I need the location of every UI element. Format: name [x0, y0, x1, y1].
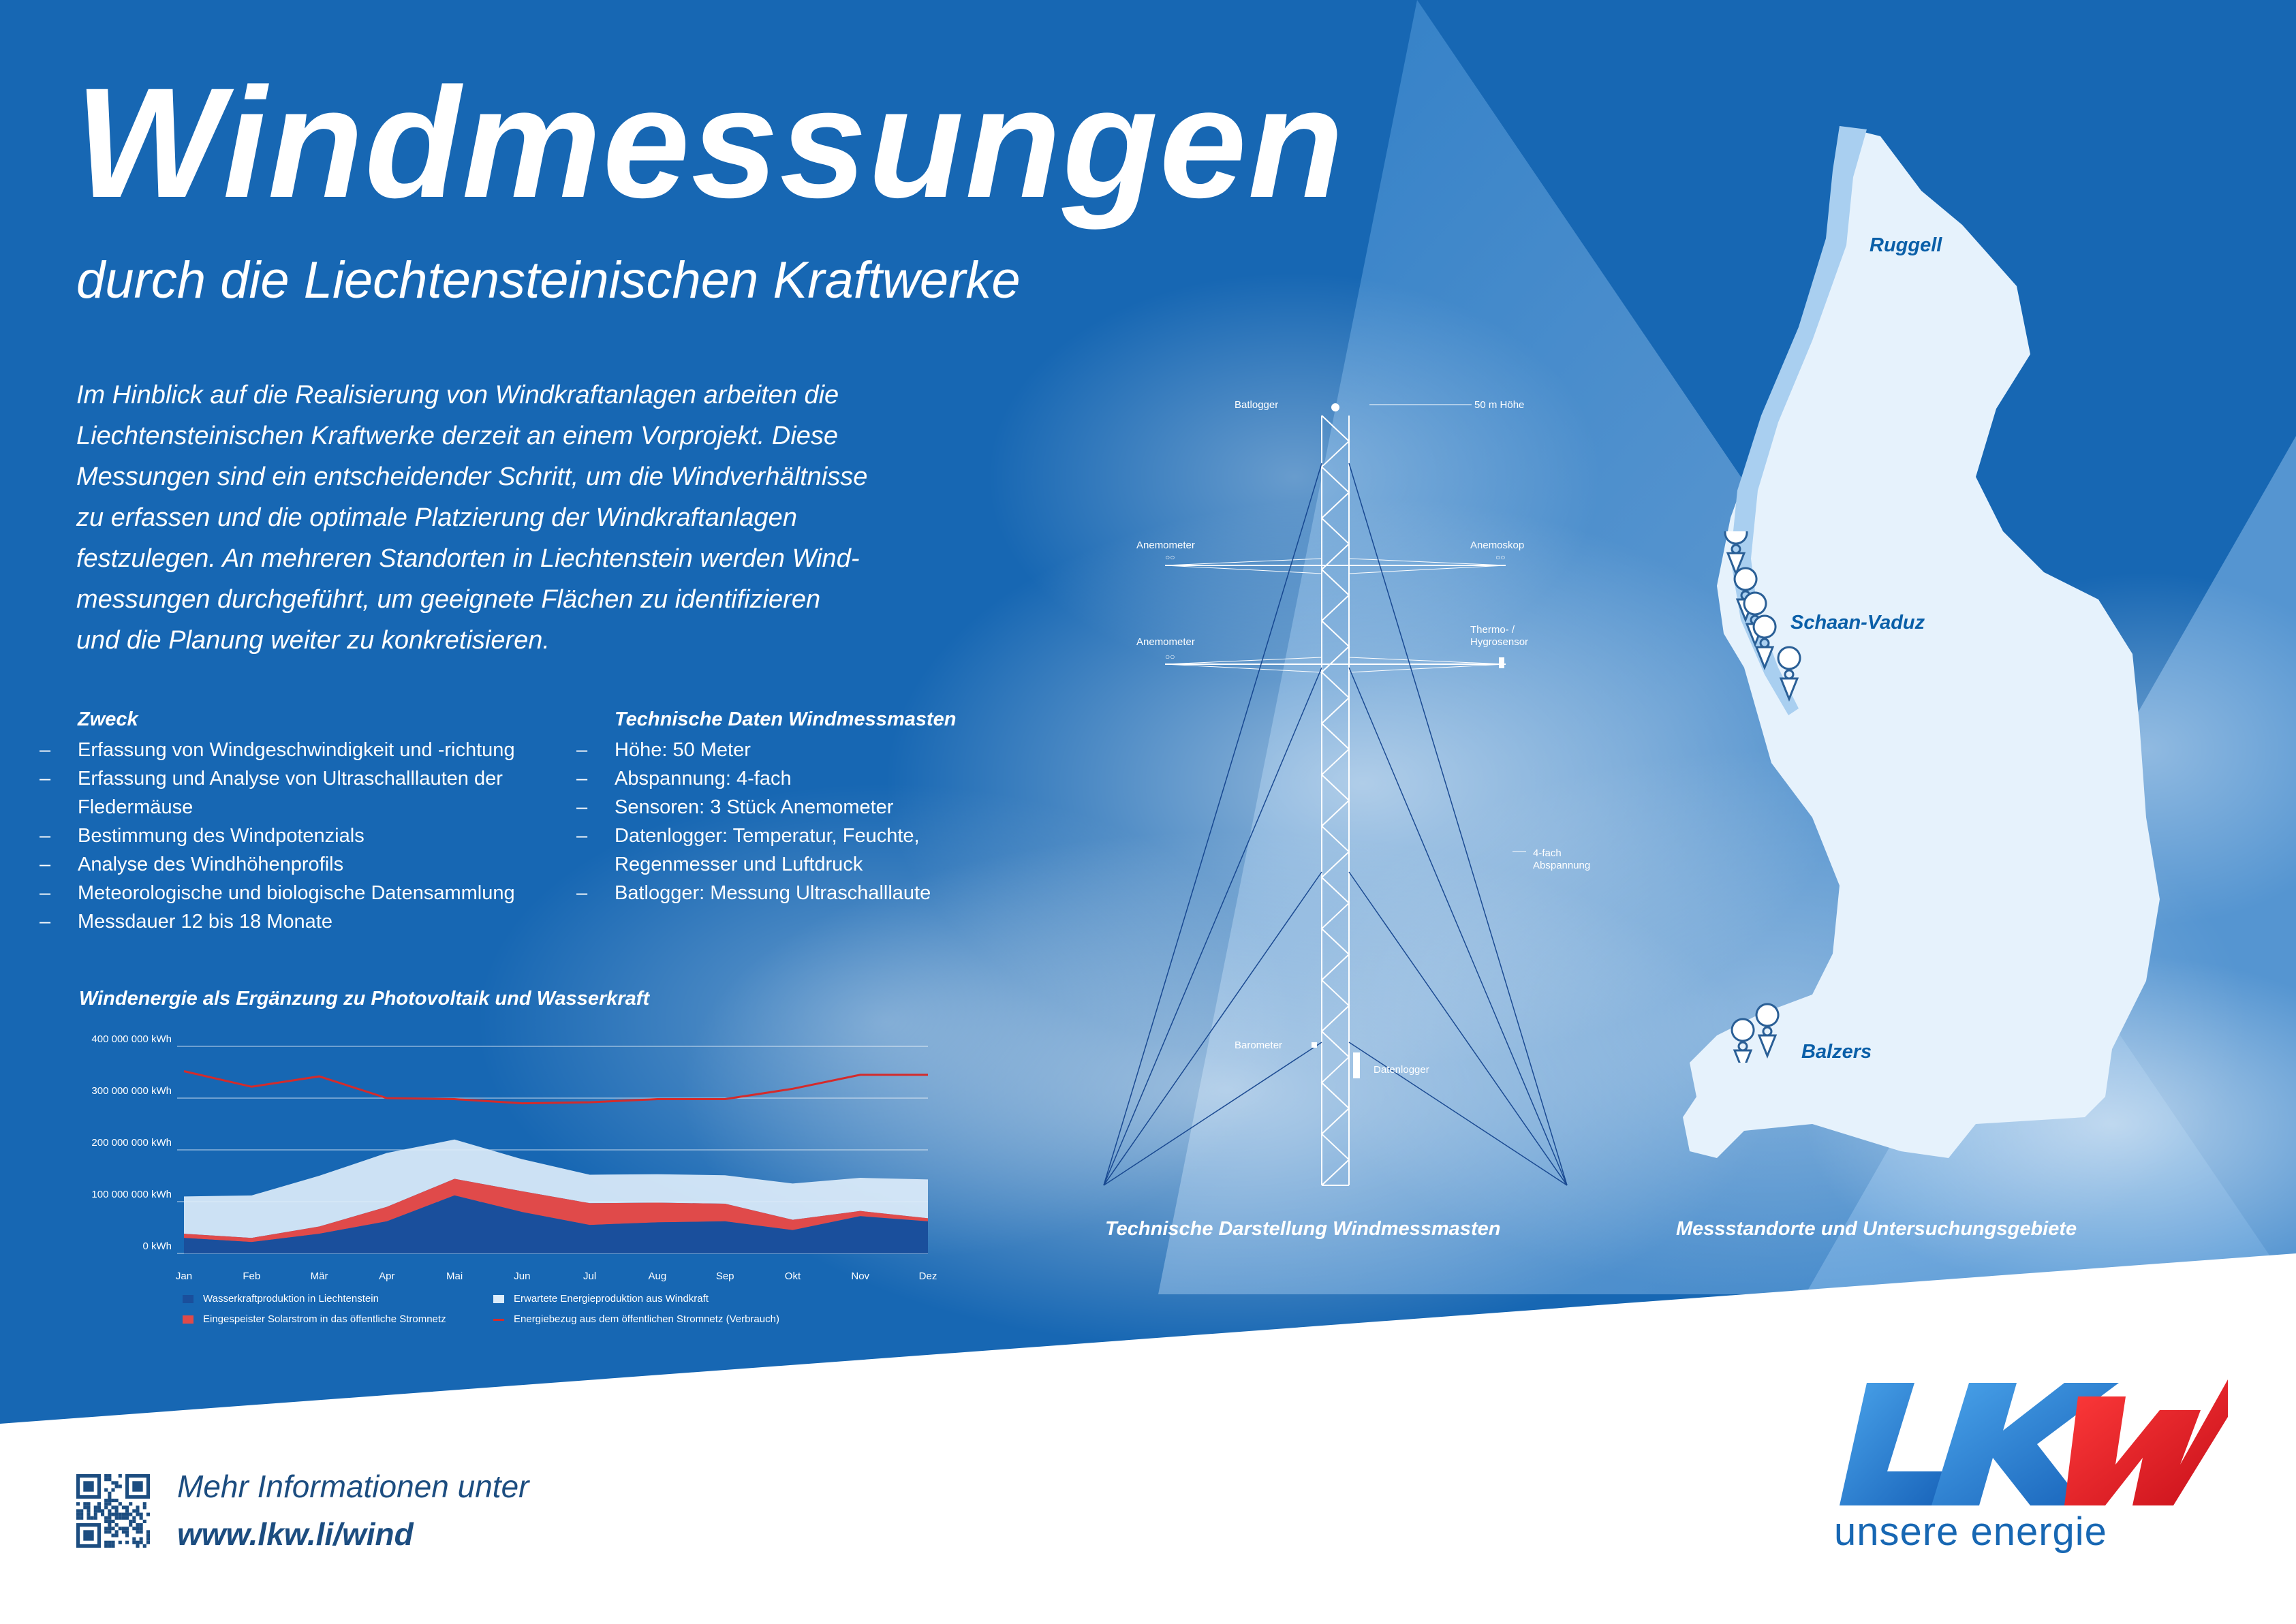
thermo-sensor-icon: [1499, 657, 1504, 668]
list-item: – Messdauer 12 bis 18 Monate: [57, 907, 515, 936]
mast-lattice: [1322, 416, 1349, 1185]
legend-item-verbrauch: Energiebezug aus dem öffentlichen Stromnetz (Verbrauch): [493, 1313, 779, 1325]
label-anemometer-top: Anemometer: [1136, 540, 1195, 551]
x-tick-label: Feb: [243, 1270, 261, 1282]
legend-swatch: [493, 1295, 504, 1303]
x-tick-label: Apr: [379, 1270, 395, 1282]
mast-caption: Technische Darstellung Windmessmasten: [1105, 1218, 1501, 1240]
map-pins: [1703, 531, 1840, 1063]
barometer-icon: [1312, 1042, 1317, 1048]
list-item: – Höhe: 50 Meter: [594, 736, 931, 764]
list-item: – Batlogger: Messung Ultraschalllaute: [594, 879, 931, 907]
map-label-balzers: Balzers: [1801, 1041, 1872, 1063]
list-item: – Meteorologische und biologische Datensammlung: [57, 879, 515, 907]
x-tick-label: Jun: [514, 1270, 531, 1282]
logo-lettering: LKW: [1840, 1376, 1842, 1377]
intro-line: und die Planung weiter zu konkretisieren.: [76, 626, 550, 655]
y-tick-label: 300 000 000 kWh: [91, 1085, 172, 1097]
legend-swatch: [183, 1295, 193, 1303]
legend-item-solar: Eingespeister Solarstrom in das öffentliche Stromnetz: [183, 1313, 446, 1325]
list-item: – Sensoren: 3 Stück Anemometer: [594, 793, 931, 822]
legend-item-wind: Erwartete Energieproduktion aus Windkraft: [493, 1293, 709, 1305]
intro-line: Messungen sind ein entscheidender Schritt, um die Windverhältnisse: [76, 463, 868, 491]
label-thermo: Thermo- / Hygrosensor: [1470, 624, 1529, 648]
qr-code-icon[interactable]: [76, 1474, 150, 1548]
y-tick-label: 400 000 000 kWh: [91, 1033, 172, 1045]
label-anemometer-mid: Anemometer: [1136, 636, 1195, 648]
x-tick-label: Okt: [784, 1270, 801, 1282]
batlogger-icon: [1332, 404, 1339, 411]
label-abspannung: 4-fach Abspannung: [1533, 847, 1591, 871]
y-tick-label: 100 000 000 kWh: [91, 1189, 172, 1200]
logo-tagline: unsere energie: [1834, 1510, 2107, 1554]
x-tick-label: Mär: [310, 1270, 328, 1282]
y-tick-label: 0 kWh: [142, 1240, 172, 1252]
anemoskop-icon: ○○: [1495, 552, 1506, 562]
label-datenlogger: Datenlogger: [1374, 1064, 1429, 1076]
chart-title: Windenergie als Ergänzung zu Photovoltaik und Wasserkraft: [79, 988, 650, 1010]
x-tick-label: Mai: [446, 1270, 463, 1282]
x-tick-label: Nov: [851, 1270, 870, 1282]
info-link[interactable]: www.lkw.li/wind: [177, 1516, 414, 1552]
intro-line: Im Hinblick auf die Realisierung von Windkraftanlagen arbeiten die: [76, 381, 839, 409]
x-tick-label: Jan: [175, 1270, 193, 1282]
label-anemoskop: Anemoskop: [1470, 540, 1525, 551]
zweck-heading: Zweck: [78, 708, 138, 730]
list-item: – Erfassung und Analyse von Ultraschalllauten der: [57, 764, 515, 793]
location-pin-icon: [1756, 1004, 1778, 1056]
intro-line: Liechtensteinischen Kraftwerke derzeit an einem Vorprojekt. Diese: [76, 422, 839, 450]
legend-item-wasserkraft: Wasserkraftproduktion in Liechtenstein: [183, 1293, 379, 1305]
list-item: Fledermäuse: [78, 796, 193, 818]
label-batlogger: Batlogger: [1235, 399, 1279, 411]
map-label-ruggell: Ruggell: [1870, 234, 1942, 256]
location-pin-icon: [1778, 647, 1800, 699]
list-item: – Datenlogger: Temperatur, Feuchte,: [594, 822, 931, 850]
technik-heading: Technische Daten Windmessmasten: [615, 708, 957, 730]
anemometer-icon: ○○: [1165, 552, 1175, 562]
list-item: – Bestimmung des Windpotenzials: [57, 822, 515, 850]
info-text: Mehr Informationen unter: [177, 1469, 529, 1504]
x-tick-label: Aug: [648, 1270, 667, 1282]
map-label-schaan-vaduz: Schaan-Vaduz: [1790, 612, 1925, 634]
x-tick-label: Jul: [583, 1270, 597, 1282]
x-tick-label: Dez: [918, 1270, 937, 1282]
list-item: – Erfassung von Windgeschwindigkeit und -richtung: [57, 736, 515, 764]
intro-line: zu erfassen und die optimale Platzierung der Windkraftanlagen: [76, 503, 797, 532]
intro-line: messungen durchgeführt, um geeignete Flächen zu identifizieren: [76, 585, 821, 614]
mast-drawing: [1090, 395, 1594, 1199]
technik-list: [594, 736, 931, 907]
map-caption: Messstandorte und Untersuchungsgebiete: [1676, 1218, 2077, 1240]
label-barometer: Barometer: [1235, 1040, 1283, 1051]
list-item: – Analyse des Windhöhenprofils: [57, 850, 515, 879]
zweck-list: [57, 736, 515, 936]
page-subtitle: durch die Liechtensteinischen Kraftwerke: [76, 251, 1021, 309]
intro-paragraph: [76, 375, 1003, 661]
x-tick-label: Sep: [715, 1270, 734, 1282]
legend-swatch: [183, 1315, 193, 1324]
page-title: Windmessungen: [75, 55, 1346, 230]
lkw-logo: [1840, 1376, 2228, 1512]
guy-wires: [1104, 463, 1567, 1185]
legend-swatch: [493, 1319, 504, 1321]
list-item: Regenmesser und Luftdruck: [615, 854, 863, 875]
label-height: 50 m Höhe: [1474, 399, 1525, 411]
anemometer-icon: ○○: [1165, 652, 1175, 661]
list-item: – Abspannung: 4-fach: [594, 764, 931, 793]
y-tick-label: 200 000 000 kWh: [91, 1137, 172, 1149]
intro-line: festzulegen. An mehreren Standorten in Liechtenstein werden Wind-: [76, 544, 860, 573]
datenlogger-icon: [1353, 1052, 1360, 1078]
location-pin-icon: [1732, 1019, 1754, 1063]
